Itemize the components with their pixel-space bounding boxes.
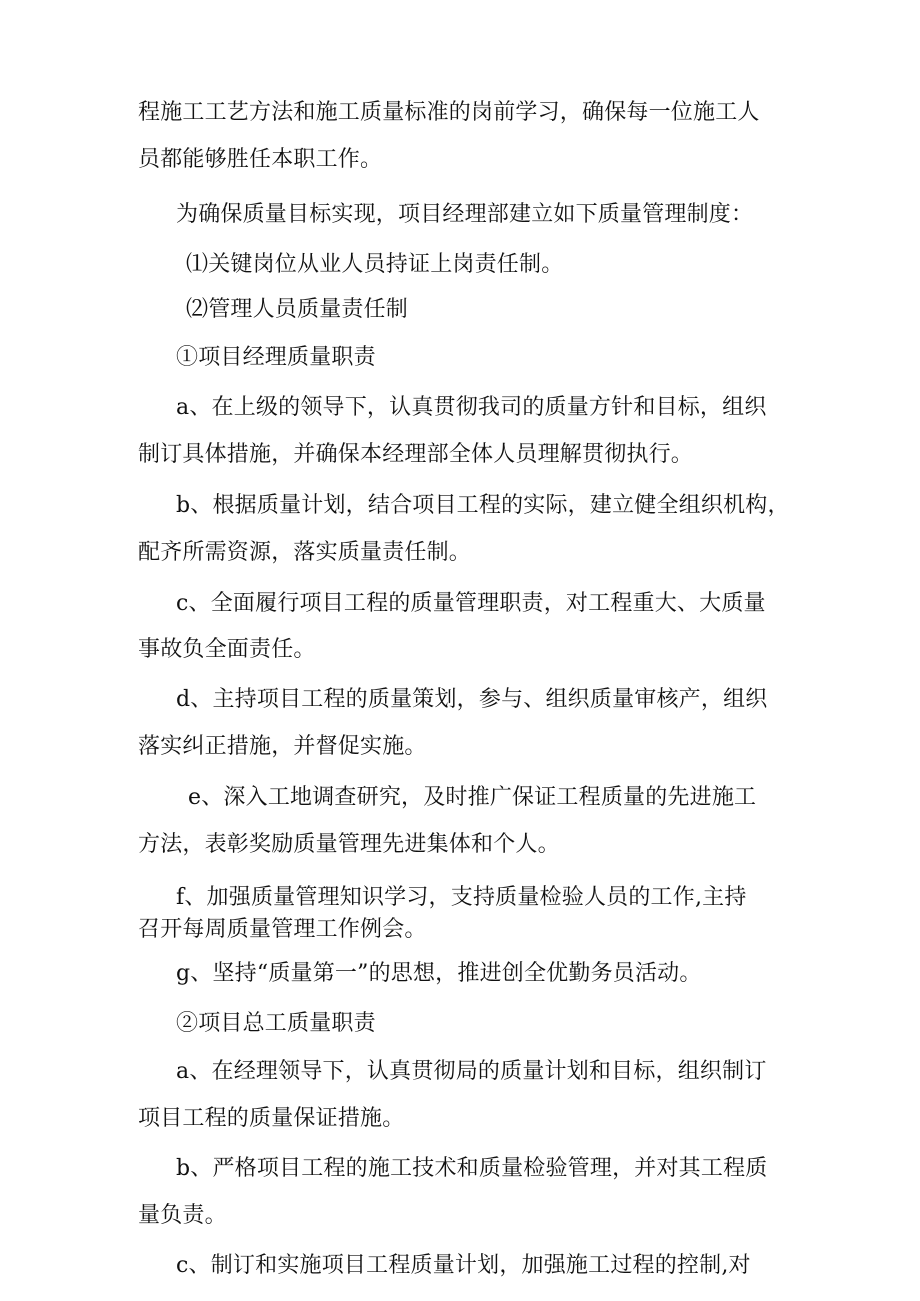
text-line: 为确保质量目标实现，项目经理部建立如下质量管理制度： [176, 202, 754, 227]
text-line: 配齐所需资源，落实质量责任制。 [138, 540, 472, 565]
text-line: 程施工工艺方法和施工质量标准的岗前学习，确保每一位施工人 [138, 100, 760, 125]
section-heading: ②项目总工质量职责 [176, 1011, 376, 1036]
text-line: 制订具体措施，并确保本经理部全体人员理解贯彻执行。 [138, 442, 694, 467]
text-line: 事故负全面责任。 [138, 637, 316, 662]
text-line: 项目工程的质量保证措施。 [138, 1106, 405, 1131]
list-item: f、加强质量管理知识学习，支持质量检验人员的工作,主持 [176, 885, 747, 910]
text-line: 量负责。 [138, 1203, 227, 1228]
list-item: c、制订和实施项目工程质量计划，加强施工过程的控制,对 [176, 1253, 751, 1278]
list-item: d、主持项目工程的质量策划，参与、组织质量审核产，组织 [176, 687, 768, 712]
text-line: 员都能够胜任本职工作。 [138, 147, 383, 172]
list-item: c、全面履行项目工程的质量管理职责，对工程重大、大质量 [176, 591, 766, 616]
list-item: a、在上级的领导下，认真贯彻我司的质量方针和目标，组织 [176, 395, 767, 420]
list-item: a、在经理领导下，认真贯彻局的质量计划和目标，组织制订 [176, 1059, 767, 1084]
section-heading: ①项目经理质量职责 [176, 345, 376, 370]
list-item: g、坚持“质量第一”的思想，推进创全优勤务员活动。 [176, 961, 702, 986]
list-item: ⑴关键岗位从业人员持证上岗责任制。 [186, 252, 564, 277]
list-item: e、深入工地调查研究，及时推广保证工程质量的先进施工 [188, 785, 757, 810]
list-item: b、根据质量计划，结合项目工程的实际，建立健全组织机构， [176, 493, 790, 518]
text-line: 落实纠正措施，并督促实施。 [138, 734, 427, 759]
list-item: b、严格项目工程的施工技术和质量检验管理，并对其工程质 [176, 1156, 768, 1181]
list-item: ⑵管理人员质量责任制 [186, 297, 409, 322]
text-line: 召开每周质量管理工作例会。 [138, 917, 427, 942]
text-line: 方法，表彰奖励质量管理先进集体和个人。 [138, 832, 560, 857]
